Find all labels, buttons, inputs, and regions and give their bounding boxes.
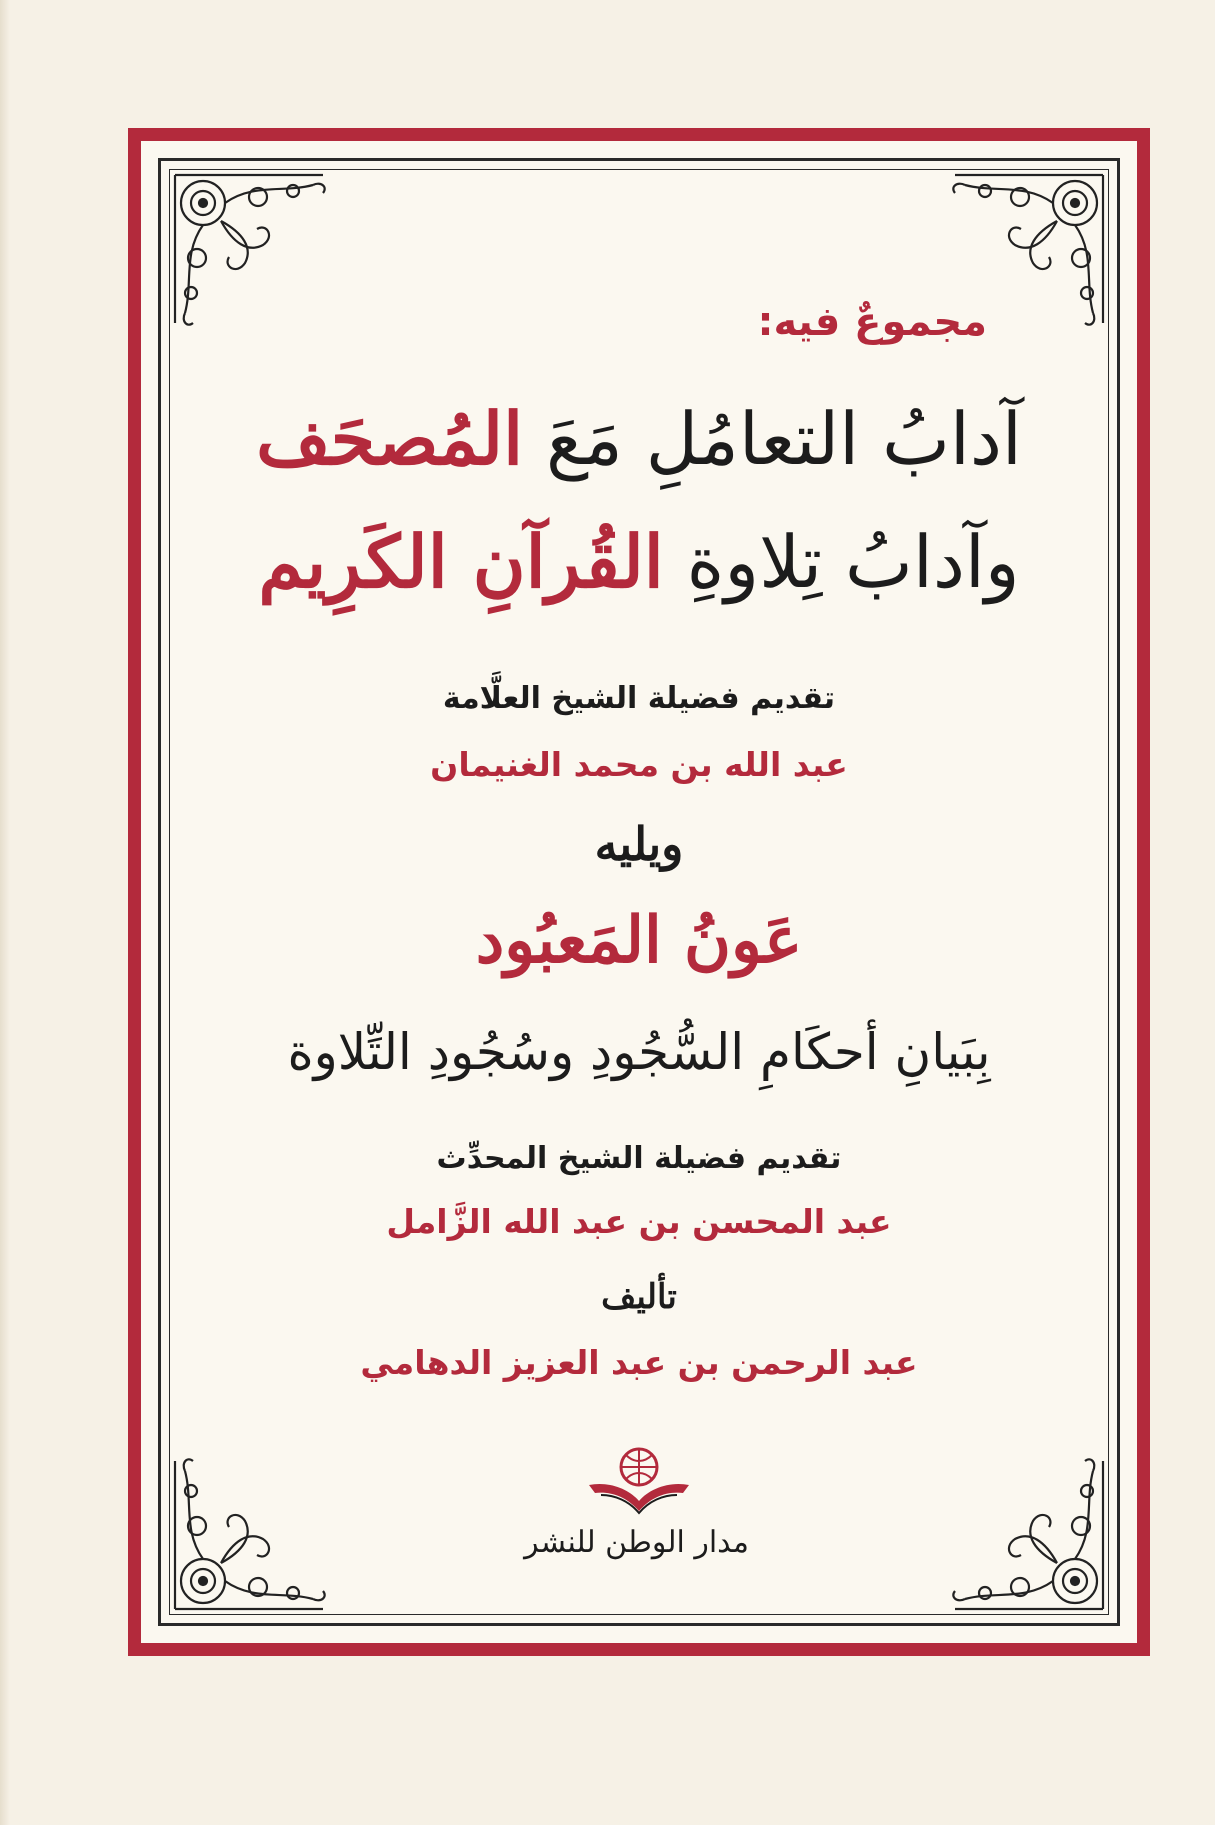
main-title-line-2 (201, 519, 1077, 604)
publisher-name: مدار الوطن للنشر (524, 1525, 749, 1560)
second-book-subtitle: بِبَيانِ أحكَامِ السُّجُودِ وسُجُودِ التِّلاوة (287, 1023, 991, 1081)
foreword-label-1: تقديم فضيلة الشيخ العلَّامة (442, 681, 836, 716)
page-edge (0, 0, 10, 1825)
authorship-label: تأليف (601, 1277, 677, 1317)
publisher-logo (524, 1441, 749, 1560)
main-title-line-2-red: القُرآنِ الكَرِيم (258, 519, 664, 604)
foreword-author-2: عبد المحسن بن عبد الله الزَّامل (386, 1202, 892, 1241)
collection-intro: مجموعٌ فيه: (757, 299, 987, 345)
book-author: عبد الرحمن بن عبد العزيز الدهامي (360, 1343, 918, 1382)
cover-frame (128, 128, 1150, 1656)
globe-book-logo-icon (579, 1441, 699, 1521)
main-title-line-1 (201, 396, 1077, 481)
followed-by-label: ويليه (594, 817, 684, 871)
foreword-author-1: عبد الله بن محمد الغنيمان (430, 745, 848, 784)
main-title-line-2-black: وآدابُ تِلاوةِ (686, 520, 1020, 604)
foreword-label-2: تقديم فضيلة الشيخ المحدِّث (436, 1141, 842, 1176)
cover-content (141, 141, 1137, 1643)
main-title-line-1-red: المُصحَف (256, 396, 524, 481)
main-title-line-1-black: آدابُ التعامُلِ مَعَ (545, 397, 1022, 481)
second-book-title: عَونُ المَعبُود (475, 903, 803, 978)
